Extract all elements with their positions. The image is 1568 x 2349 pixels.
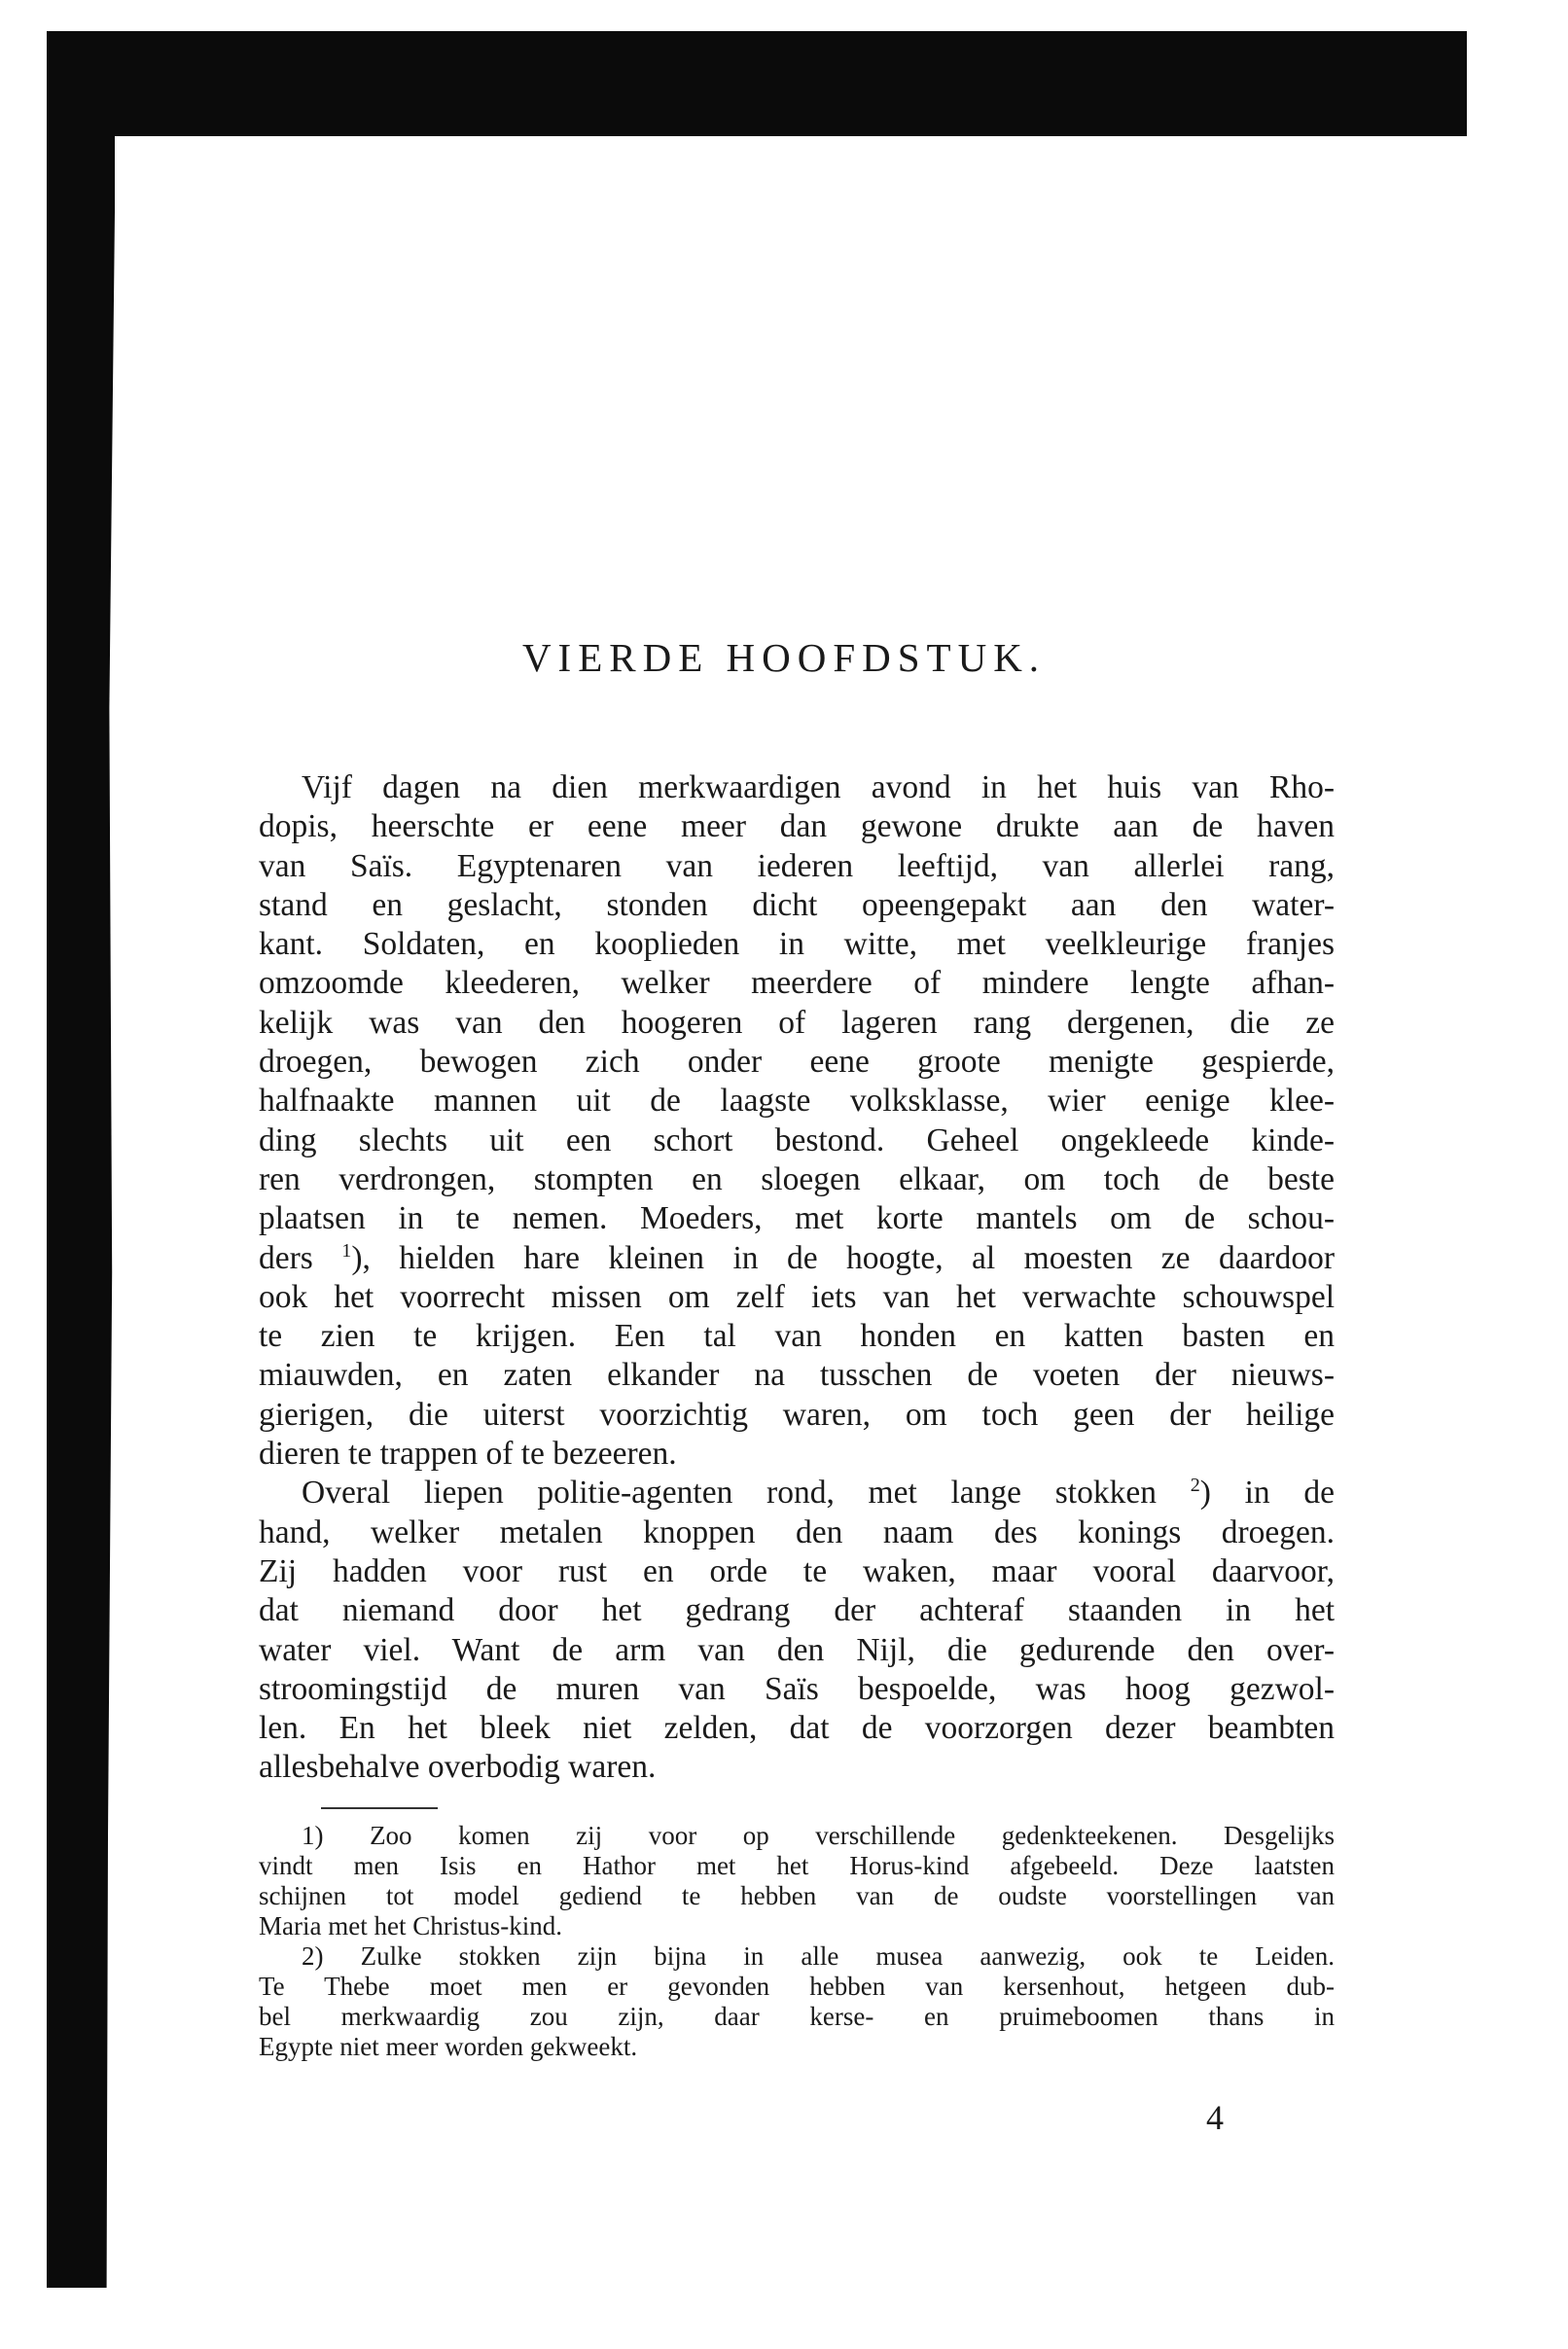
text-line: ook het voorrecht missen om zelf iets van het verwachte schouwspel: [259, 1278, 1335, 1315]
footnote-line: Maria met het Christus-kind.: [259, 1911, 562, 1940]
text-line: allesbehalve overbodig waren.: [259, 1749, 657, 1786]
text-line: kelijk was van den hoogeren of lageren rang dergenen, die ze: [259, 1004, 1335, 1041]
footnote-2: [259, 1941, 1335, 2062]
text-line: van Saïs. Egyptenaren van iederen leeftijd, van allerlei rang,: [259, 847, 1335, 884]
page-number: 4: [1206, 2098, 1224, 2137]
text-line: miauwden, en zaten elkander na tusschen de voeten der nieuws-: [259, 1357, 1335, 1394]
text-fragment: ders: [259, 1239, 313, 1276]
footnote-line: bel merkwaardig zou zijn, daar kerse- en pruimeboomen thans in: [259, 2002, 1335, 2031]
text-line-with-footnote: [259, 1474, 1335, 1513]
text-line: stand en geslacht, stonden dicht opeengepakt aan den water-: [259, 886, 1335, 923]
text-fragment: Zoo komen zij voor op verschillende gedenkteekenen. Desgelijks: [370, 1821, 1335, 1850]
paragraph-1: [259, 768, 1335, 1474]
text-line: ren verdrongen, stompten en sloegen elkaar, om toch de beste: [259, 1160, 1335, 1197]
footnote-line: vindt men Isis en Hathor met het Horus-kind afgebeeld. Deze laatsten: [259, 1851, 1335, 1880]
text-line: len. En het bleek niet zelden, dat de voorzorgen dezer beambten: [259, 1710, 1335, 1747]
footnote-marker: 1): [302, 1821, 324, 1850]
text-line: halfnaakte mannen uit de laagste volksklasse, wier eenige klee-: [259, 1083, 1335, 1120]
text-fragment: Overal liepen politie-agenten rond, met lange stokken: [302, 1475, 1157, 1512]
text-line: plaatsen in te nemen. Moeders, met korte mantels om de schou-: [259, 1200, 1335, 1237]
text-line: ding slechts uit een schort bestond. Geheel ongekleede kinde-: [259, 1121, 1335, 1158]
text-line: hand, welker metalen knoppen den naam des konings droegen.: [259, 1513, 1335, 1550]
text-line: dat niemand door het gedrang der achteraf staanden in het: [259, 1592, 1335, 1629]
footnote-line: Egypte niet meer worden gekweekt.: [259, 2032, 638, 2061]
text-fragment: ), hielden hare kleinen in de hoogte, al moesten ze daardoor: [351, 1239, 1335, 1276]
text-line: stroomingstijd de muren van Saïs bespoelde, was hoog gezwol-: [259, 1670, 1335, 1707]
scan-border-left: [47, 31, 115, 2288]
text-line: dieren te trappen of te bezeeren.: [259, 1436, 677, 1473]
text-line: te zien te krijgen. Een tal van honden en katten basten en: [259, 1318, 1335, 1355]
footnotes: [259, 1821, 1335, 2062]
footnote-ref-1: 1: [341, 1239, 352, 1262]
body-text: [259, 768, 1335, 1788]
scan-border-top: [47, 31, 1467, 136]
text-line-with-footnote: [259, 1239, 1335, 1278]
text-line: Zij hadden voor rust en orde te waken, maar vooral daarvoor,: [259, 1552, 1335, 1589]
footnote-line: [259, 1941, 1335, 1972]
text-line: omzoomde kleederen, welker meerdere of mindere lengte afhan-: [259, 965, 1335, 1002]
footnote-marker: 2): [302, 1941, 324, 1971]
text-fragment: Zulke stokken zijn bijna in alle musea aanwezig, ook te Leiden.: [360, 1941, 1336, 1971]
chapter-heading: VIERDE HOOFDSTUK.: [521, 635, 1047, 680]
text-line: Vijf dagen na dien merkwaardigen avond in het huis van Rho-: [302, 769, 1335, 805]
footnote-1: [259, 1821, 1335, 1941]
footnote-ref-2: 2: [1190, 1475, 1200, 1497]
text-fragment: ) in de: [1199, 1475, 1335, 1512]
footnote-line: [259, 1821, 1335, 1851]
text-line: kant. Soldaten, en kooplieden in witte, met veelkleurige franjes: [259, 926, 1335, 963]
text-line: water viel. Want de arm van den Nijl, die gedurende den over-: [259, 1631, 1335, 1668]
footnote-separator: [321, 1807, 438, 1809]
text-line: gierigen, die uiterst voorzichtig waren, om toch geen der heilige: [259, 1396, 1335, 1433]
footnote-line: Te Thebe moet men er gevonden hebben van kersenhout, hetgeen dub-: [259, 1972, 1335, 2001]
footnote-line: schijnen tot model gediend te hebben van de oudste voorstellingen van: [259, 1881, 1335, 1910]
paragraph-2: [259, 1474, 1335, 1787]
text-line: droegen, bewogen zich onder eene groote menigte gespierde,: [259, 1044, 1335, 1081]
text-line: dopis, heerschte er eene meer dan gewone drukte aan de haven: [259, 808, 1335, 845]
